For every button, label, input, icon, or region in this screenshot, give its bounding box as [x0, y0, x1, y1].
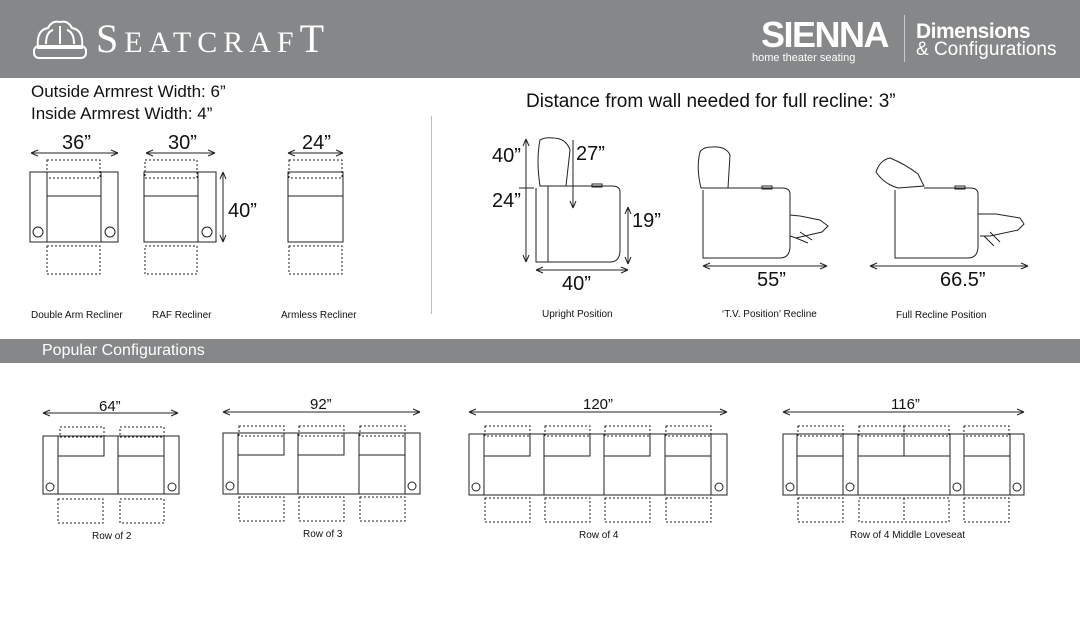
row-of-4-loveseat-width: 116”: [891, 396, 920, 413]
armless-caption: Armless Recliner: [281, 310, 357, 321]
row-of-4-caption: Row of 4: [579, 530, 619, 541]
raf-width: 30”: [168, 132, 197, 154]
configurations-title: Popular Configurations: [42, 342, 205, 359]
brand-final: T: [299, 16, 331, 61]
model-subtitle: home theater seating: [752, 52, 856, 64]
armless-width: 24”: [302, 132, 331, 154]
double-arm-caption: Double Arm Recliner: [31, 310, 123, 321]
row-of-3-caption: Row of 3: [303, 529, 343, 540]
outside-armrest-spec: Outside Armrest Width: 6”: [31, 82, 226, 101]
row-of-2-caption: Row of 2: [92, 531, 132, 542]
row-of-2-width: 64”: [99, 398, 121, 415]
recliner-depth: 40”: [228, 200, 257, 222]
section-divider: [431, 116, 432, 314]
row-of-4-width: 120”: [583, 396, 614, 413]
full-recline-depth: 66.5”: [940, 269, 986, 291]
upright-height: 40”: [492, 145, 521, 167]
upright-depth: 40”: [562, 273, 591, 295]
upright-arm-height: 24”: [492, 190, 521, 212]
brand-initial: S: [96, 16, 125, 61]
header-divider: [904, 15, 905, 62]
model-name: SIENNA: [761, 14, 889, 55]
row-of-4-loveseat-caption: Row of 4 Middle Loveseat: [850, 530, 966, 541]
row-of-3-width: 92”: [310, 396, 332, 413]
upright-seat-height: 19”: [632, 210, 661, 232]
double-arm-width: 36”: [62, 132, 91, 154]
full-recline-caption: Full Recline Position: [896, 310, 987, 321]
brand-name: [96, 17, 330, 65]
wall-distance-spec: Distance from wall needed for full recline: 3”: [526, 91, 896, 112]
upright-back-height: 27”: [576, 143, 605, 165]
brand-middle: EATCRAF: [124, 26, 300, 59]
section-title-line2: & Configurations: [916, 39, 1057, 60]
inside-armrest-spec: Inside Armrest Width: 4”: [31, 104, 213, 123]
upright-caption: Upright Position: [542, 309, 613, 320]
tv-depth: 55”: [757, 269, 786, 291]
raf-caption: RAF Recliner: [152, 310, 212, 321]
tv-caption: ‘T.V. Position’ Recline: [722, 309, 817, 320]
section-title-line1: Dimensions: [916, 20, 1031, 43]
